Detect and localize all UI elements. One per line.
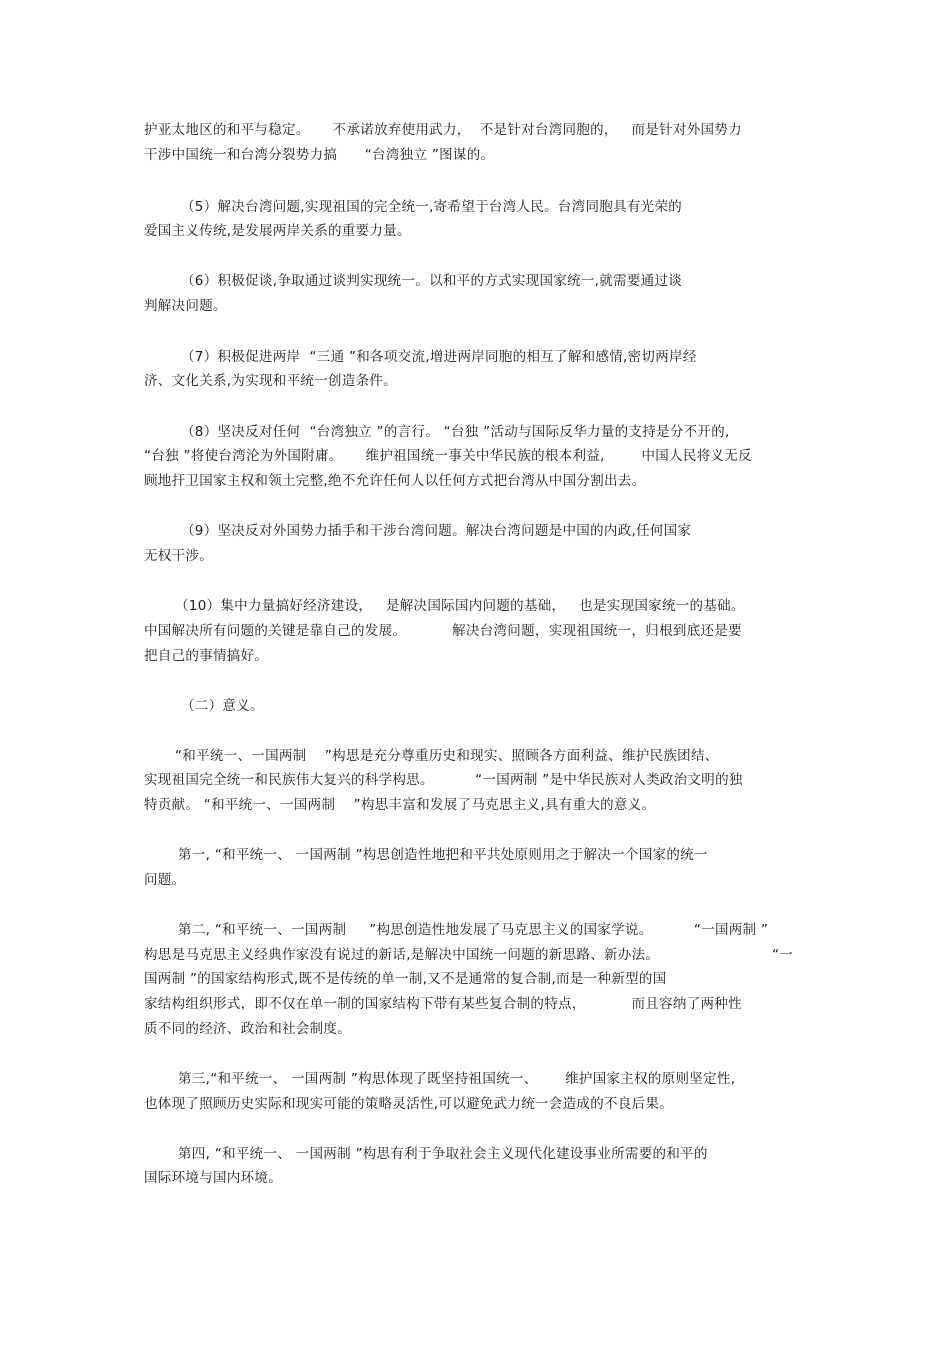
text-line: 顾地扞卫国家主权和领土完整,绝不允许任何人以任何方式把台湾从中国分割出去。 [144,473,646,489]
point-four-line: 第四, “和平统一、 一国两制 ”构思有利于争取社会主义现代化建设事业所需要的和平的 [178,1146,708,1162]
text-line: 也体现了照顾历史实际和现实可能的策略灵活性,可以避免武力统一会造成的不良后果。 [144,1096,673,1112]
text-line: 家结构组织形式，即不仅在单一制的国家结构下带有某些复合制的特点， 而且容纳了两种性 [144,996,742,1012]
text-line: 特贡献。 “和平统一、一国两制 ”构思丰富和发展了马克思主义,具有重大的意义。 [144,797,656,813]
point-two-line: 第二, “和平统一、一国两制 ”构思创造性地发展了马克思主义的国家学说。 “一国两制 ” [178,922,769,938]
paragraph-7-line: （7）积极促进两岸 “三通 ”和各项交流,增进两岸同胞的相互了解和感情,密切两岸经 [181,349,697,365]
text-line: “和平统一、一国两制 ”构思是充分尊重历史和现实、照顾各方面利益、维护民族团结、 [175,748,719,764]
text-line: 问题。 [144,872,186,888]
text-line: 构思是马克思主义经典作家没有说过的新话,是解决中国统一问题的新思路、新办法。 [144,947,660,963]
text-line: 国两制 ”的国家结构形式,既不是传统的单一制,又不是通常的复合制,而是一种新型的国 [144,971,667,987]
text-line: 济、文化关系,为实现和平统一创造条件。 [144,373,397,389]
paragraph-5-line: （5）解决台湾问题,实现祖国的完全统一,寄希望于台湾人民。台湾同胞具有光荣的 [181,199,683,215]
text-line: 判解决问题。 [144,298,227,314]
text-line: 无权干涉。 [144,548,213,564]
text-line: “一 [772,947,794,963]
text-line: 干涉中国统一和台湾分裂势力搞 “台湾独立 ”图谋的。 [144,147,495,163]
text-line: 把自己的事情搞好。 [144,648,269,664]
text-line: 实现祖国完全统一和民族伟大复兴的科学构思。 “一国两制 ”是中华民族对人类政治文明的独 [144,772,743,788]
text-line: 中国解决所有问题的关键是靠自己的发展。 解决台湾问题，实现祖国统一，归根到底还是要 [144,623,742,639]
paragraph-9-line: （9）坚决反对外国势力插手和干涉台湾问题。解决台湾问题是中国的内政,任何国家 [181,523,692,539]
text-line: 国际环境与国内环境。 [144,1170,282,1186]
text-line: 护亚太地区的和平与稳定。 不承诺放弃使用武力， 不是针对台湾同胞的， 而是针对外国势力 [144,122,742,138]
paragraph-8-line: （8）坚决反对任何 “台湾独立 ”的言行。 “台独 ”活动与国际反华力量的支持是分不开的, [181,424,730,440]
section-heading: （二）意义。 [181,698,264,714]
point-one-line: 第一, “和平统一、 一国两制 ”构思创造性地把和平共处原则用之于解决一个国家的统一 [178,847,708,863]
point-three-line: 第三,“和平统一、 一国两制 ”构思体现了既坚持祖国统一、 维护国家主权的原则坚定性, [178,1071,736,1087]
text-line: 爱国主义传统,是发展两岸关系的重要力量。 [144,223,411,239]
paragraph-6-line: （6）积极促谈,争取通过谈判实现统一。以和平的方式实现国家统一,就需要通过谈 [181,273,683,289]
paragraph-10-line: （10）集中力量搞好经济建设， 是解决国际国内问题的基础， 也是实现国家统一的基础。 [175,598,745,614]
text-line: “台独 ”将使台湾沦为外国附庸。 维护祖国统一事关中华民族的根本利益, 中国人民将义无反 [144,448,752,464]
text-line: 质不同的经济、政治和社会制度。 [144,1021,351,1037]
